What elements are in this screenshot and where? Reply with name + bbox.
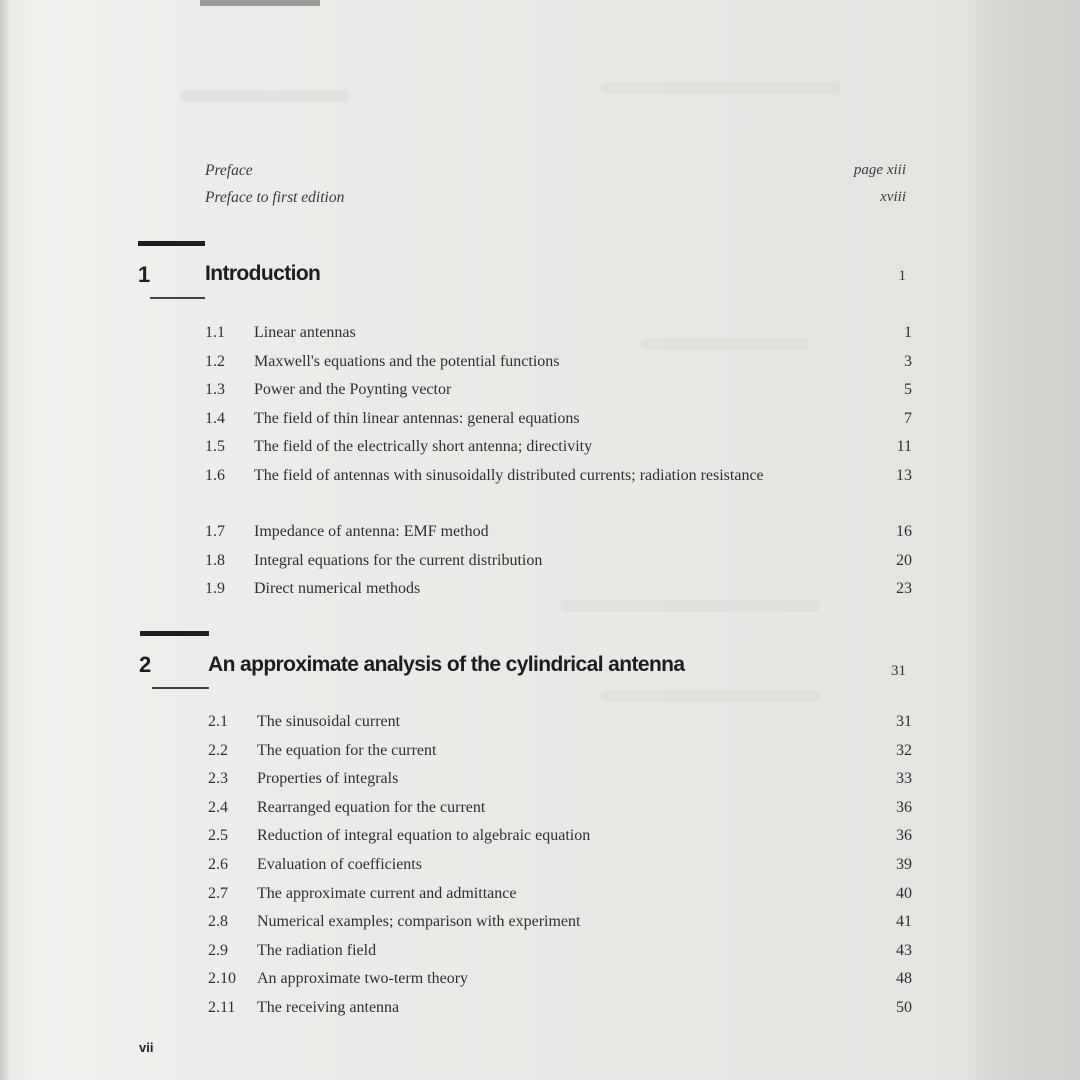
section-page: 11 [896, 438, 912, 456]
chapter-rule-bottom [152, 687, 209, 689]
section-page: 40 [896, 884, 912, 902]
section-page: 20 [896, 551, 912, 569]
section-title: An approximate two-term theory [257, 970, 469, 988]
section-page: 31 [896, 713, 912, 730]
chapter-rule-bottom [150, 297, 205, 299]
section-page: 5 [904, 381, 912, 399]
section-number: 1.8 [205, 551, 225, 569]
section-title: Maxwell's equations and the potential functions [254, 352, 560, 370]
section-number: 1.6 [205, 467, 225, 484]
section-number: 2.8 [208, 913, 228, 931]
chapter-title: Introduction [205, 262, 321, 285]
toc-entry [205, 376, 910, 404]
chapter-title: An approximate analysis of the cylindrical antenna [208, 653, 685, 676]
section-title: The equation for the current [257, 741, 437, 759]
front-matter-label: Preface to first edition [205, 189, 345, 206]
section-title: The approximate current and admittance [257, 884, 517, 902]
toc-entry [205, 547, 910, 575]
chapter-rule-top [138, 241, 205, 246]
section-number: 1.3 [205, 381, 225, 399]
toc-entry [205, 319, 910, 347]
previous-heading-edge [200, 0, 320, 6]
section-title: Power and the Poynting vector [254, 381, 452, 399]
section-page: 1 [904, 324, 912, 341]
show-through [600, 82, 840, 94]
section-number: 2.5 [208, 827, 228, 845]
section-page: 7 [904, 409, 912, 427]
section-page: 33 [896, 770, 912, 788]
section-number: 2.10 [208, 970, 236, 988]
front-matter-page: xviii [880, 189, 906, 205]
toc-entry [205, 462, 910, 490]
toc-entry [208, 822, 910, 850]
section-number: 2.2 [208, 741, 228, 759]
section-page: 32 [896, 741, 912, 759]
chapter-number: 2 [139, 652, 152, 677]
section-title: The field of the electrically short antenna; directivity [254, 438, 593, 456]
section-title: The radiation field [257, 941, 377, 959]
toc-entry [208, 937, 910, 965]
chapter-number: 1 [138, 262, 151, 287]
section-title: The sinusoidal current [257, 713, 401, 730]
section-page: 48 [896, 970, 912, 988]
section-title: Integral equations for the current distribution [254, 551, 543, 569]
section-page: 16 [896, 523, 912, 541]
section-page: 36 [896, 827, 912, 845]
section-page: 43 [896, 941, 912, 959]
section-title: Rearranged equation for the current [257, 798, 486, 816]
section-page: 23 [896, 580, 912, 598]
toc-entry [205, 348, 910, 376]
toc-entry [208, 908, 910, 936]
toc-entry [208, 851, 910, 879]
section-page: 41 [896, 913, 912, 931]
toc-entry [205, 518, 910, 546]
section-number: 2.1 [208, 713, 228, 730]
section-title: Reduction of integral equation to algebraic equation [257, 827, 591, 845]
show-through [180, 90, 350, 102]
chapter-page: 31 [891, 663, 906, 679]
front-matter-label: Preface [205, 162, 253, 179]
section-page: 13 [896, 467, 912, 484]
section-number: 1.1 [205, 324, 225, 341]
toc-entry [205, 575, 910, 603]
section-title: Evaluation of coefficients [257, 856, 422, 873]
toc-entry [208, 994, 910, 1022]
section-title: The receiving antenna [257, 999, 400, 1016]
toc-entry [205, 433, 910, 461]
chapter-page: 1 [898, 268, 906, 284]
show-through [600, 690, 820, 702]
section-number: 2.3 [208, 770, 228, 788]
toc-entry [208, 737, 910, 765]
section-title: Properties of integrals [257, 770, 399, 788]
section-title: Linear antennas [254, 324, 356, 341]
chapter-rule-top [140, 631, 209, 636]
toc-entry [208, 708, 910, 736]
front-matter-page: page xiii [853, 162, 906, 178]
section-number: 2.11 [208, 999, 236, 1016]
section-number: 1.2 [205, 352, 225, 370]
section-number: 2.4 [208, 798, 228, 816]
section-page: 3 [904, 352, 912, 370]
section-number: 1.7 [205, 523, 225, 541]
section-number: 1.4 [205, 409, 225, 427]
section-number: 2.6 [208, 856, 228, 873]
section-title: The field of thin linear antennas: general equations [254, 409, 580, 427]
section-number: 1.5 [205, 438, 225, 456]
toc-entry [208, 794, 910, 822]
page-folio: vii [139, 1040, 154, 1055]
toc-entry [205, 405, 910, 433]
section-title: Impedance of antenna: EMF method [254, 523, 489, 541]
section-number: 2.9 [208, 941, 228, 959]
section-title: The field of antennas with sinusoidally distributed currents; radiation resistance [254, 467, 764, 484]
section-page: 36 [896, 798, 912, 816]
toc-entry [208, 965, 910, 993]
section-number: 1.9 [205, 580, 225, 598]
section-number: 2.7 [208, 884, 228, 902]
toc-entry [208, 765, 910, 793]
section-page: 50 [896, 999, 912, 1016]
section-title: Direct numerical methods [254, 580, 421, 598]
toc-entry [208, 880, 910, 908]
section-title: Numerical examples; comparison with experiment [257, 913, 581, 931]
section-page: 39 [896, 856, 912, 873]
